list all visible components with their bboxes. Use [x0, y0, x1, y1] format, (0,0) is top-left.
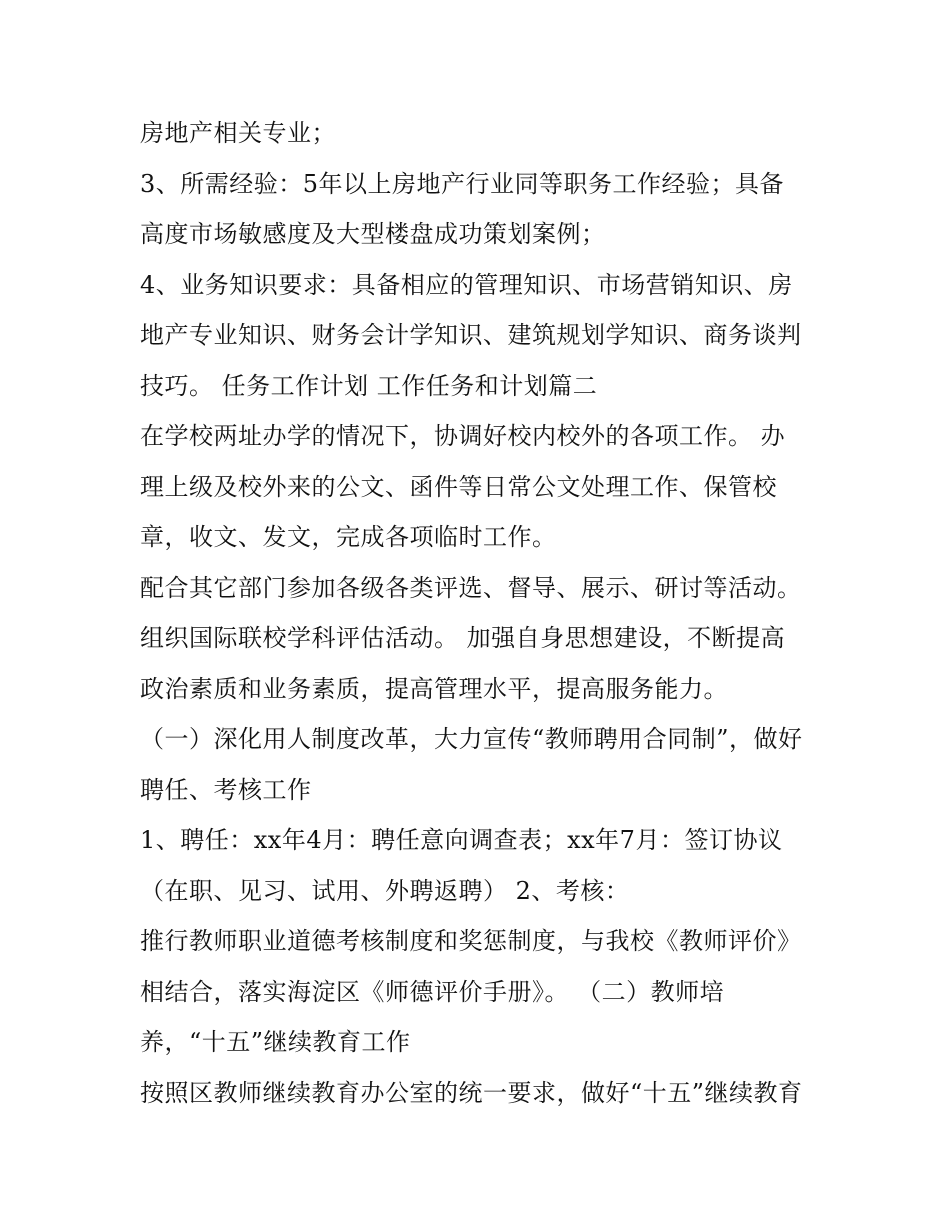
- text-line: 配合其它部门参加各级各类评选、督导、展示、研讨等活动。: [140, 573, 802, 602]
- text-line: （一）深化用人制度改革，大力宣传“教师聘用合同制”，做好: [140, 725, 803, 753]
- text-line: 1、聘任：xx年4月：聘任意向调查表；xx年7月：签订协议: [140, 826, 783, 854]
- text-line: 技巧。 任务工作计划 工作任务和计划篇二: [140, 371, 598, 400]
- text-line: 理上级及校外来的公文、函件等日常公文处理工作、保管校: [140, 472, 777, 501]
- text-line: （在职、见习、试用、外聘返聘） 2、考核：: [140, 876, 630, 905]
- text-line: 高度市场敏感度及大型楼盘成功策划案例；: [140, 220, 606, 248]
- text-line: 按照区教师继续教育办公室的统一要求，做好“十五”继续教育: [140, 1078, 803, 1107]
- text-line: 组织国际联校学科评估活动。 加强自身思想建设，不断提高: [140, 624, 786, 652]
- text-line: 房地产相关专业；: [140, 119, 336, 147]
- text-line: 相结合，落实海淀区《师德评价手册》。 （二）教师培: [140, 977, 725, 1006]
- text-line: 政治素质和业务素质，提高管理水平，提高服务能力。: [140, 674, 728, 703]
- text-line: 推行教师职业道德考核制度和奖惩制度，与我校《教师评价》: [140, 927, 802, 955]
- text-line: 4、业务知识要求：具备相应的管理知识、市场营销知识、房: [140, 270, 793, 299]
- text-line: 章，收文、发文，完成各项临时工作。: [140, 523, 557, 551]
- text-line: 在学校两址办学的情况下，协调好校内校外的各项工作。 办: [140, 422, 786, 450]
- text-line: 养，“十五”继续教育工作: [140, 1028, 411, 1056]
- text-line: 地产专业知识、财务会计学知识、建筑规划学知识、商务谈判: [140, 321, 802, 349]
- text-line: 聘任、考核工作: [140, 775, 312, 804]
- text-line: 3、所需经验：5年以上房地产行业同等职务工作经验；具备: [140, 169, 785, 198]
- document-text-body: [140, 108, 830, 1118]
